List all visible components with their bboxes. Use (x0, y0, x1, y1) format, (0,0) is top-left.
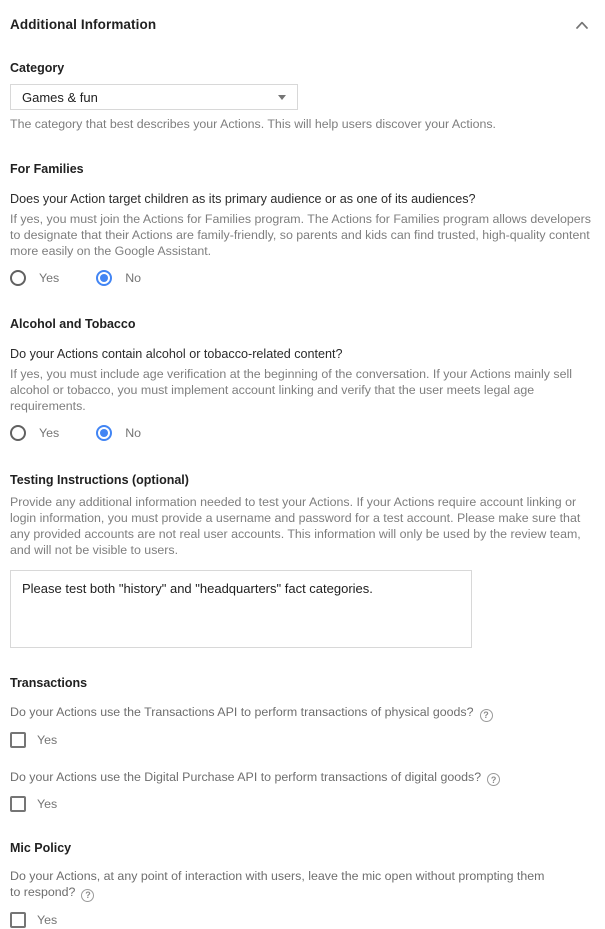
dropdown-caret-icon (278, 95, 286, 100)
transactions-digital-question (10, 769, 595, 787)
alcohol-tobacco-yes-label: Yes (39, 426, 60, 440)
for-families-question: Does your Action target children as its primary audience or as one of its audiences? (10, 192, 476, 206)
category-select[interactable] (10, 84, 298, 110)
category-label: Category (10, 61, 65, 75)
mic-policy-checkbox[interactable] (10, 912, 26, 928)
radio-unchecked-icon (10, 425, 26, 441)
transactions-digital-checkbox-label: Yes (37, 797, 58, 811)
for-families-yes-radio[interactable] (10, 270, 59, 286)
transactions-physical-question (10, 704, 595, 722)
page-title: Additional Information (10, 17, 157, 32)
radio-checked-icon (96, 270, 112, 286)
transactions-physical-checkbox[interactable] (10, 732, 26, 748)
transactions-title: Transactions (10, 676, 88, 690)
alcohol-tobacco-question: Do your Actions contain alcohol or tobacco-related content? (10, 347, 343, 361)
mic-policy-question (10, 868, 555, 902)
collapse-section-button[interactable] (573, 18, 591, 32)
panel-header (10, 17, 595, 32)
transactions-physical-check-row (10, 731, 595, 749)
radio-checked-icon (96, 425, 112, 441)
mic-policy-title: Mic Policy (10, 841, 72, 855)
mic-policy-checkbox-label: Yes (37, 912, 58, 927)
testing-instructions-helper-text: Provide any additional information needed to test your Actions. If your Actions require account linking or login information, you must provide a username and password for a test account. Please make sure that any provided accounts are not real user accounts. This information will only be used by the review team, and will not be visible to users. (10, 495, 581, 557)
mic-policy-question-text: Do your Actions, at any point of interaction with users, leave the mic open without prompting them to respond? (10, 869, 545, 899)
transactions-digital-check-row (10, 795, 595, 813)
for-families-helper-text: If yes, you must join the Actions for Families program. The Actions for Families program allows developers to designate that their Actions are family-friendly, so parents and kids can find trusted, high-quality content more easily on the Google Assistant. (10, 212, 591, 258)
for-families-no-radio[interactable] (96, 270, 141, 286)
help-icon[interactable]: ? (487, 773, 500, 786)
help-icon[interactable]: ? (480, 709, 493, 722)
testing-instructions-input[interactable] (10, 570, 472, 648)
for-families-yes-label: Yes (39, 271, 60, 285)
help-icon[interactable]: ? (81, 889, 94, 902)
transactions-digital-question-text: Do your Actions use the Digital Purchase API to perform transactions of digital goods? (10, 769, 482, 784)
radio-unchecked-icon (10, 270, 26, 286)
transactions-digital-checkbox[interactable] (10, 796, 26, 812)
for-families-radio-group (10, 269, 595, 287)
alcohol-tobacco-title: Alcohol and Tobacco (10, 317, 136, 331)
category-selected-value: Games & fun (22, 89, 98, 105)
chevron-up-icon (576, 21, 588, 29)
mic-policy-check-row (10, 911, 595, 929)
alcohol-tobacco-no-label: No (125, 426, 142, 440)
alcohol-tobacco-helper-text: If yes, you must include age verification at the beginning of the conversation. If your Actions mainly sell alcohol or tobacco, you must implement account linking and verify that the user meets legal age requirements. (10, 367, 573, 413)
transactions-physical-question-text: Do your Actions use the Transactions API to perform transactions of physical goods? (10, 705, 474, 719)
for-families-title: For Families (10, 162, 84, 176)
for-families-no-label: No (125, 271, 142, 285)
transactions-physical-checkbox-label: Yes (37, 732, 58, 747)
alcohol-tobacco-no-radio[interactable] (96, 425, 141, 441)
testing-instructions-title: Testing Instructions (optional) (10, 473, 189, 487)
alcohol-tobacco-radio-group (10, 424, 595, 442)
alcohol-tobacco-yes-radio[interactable] (10, 425, 59, 441)
category-helper-text: The category that best describes your Actions. This will help users discover your Actions. (10, 117, 496, 131)
